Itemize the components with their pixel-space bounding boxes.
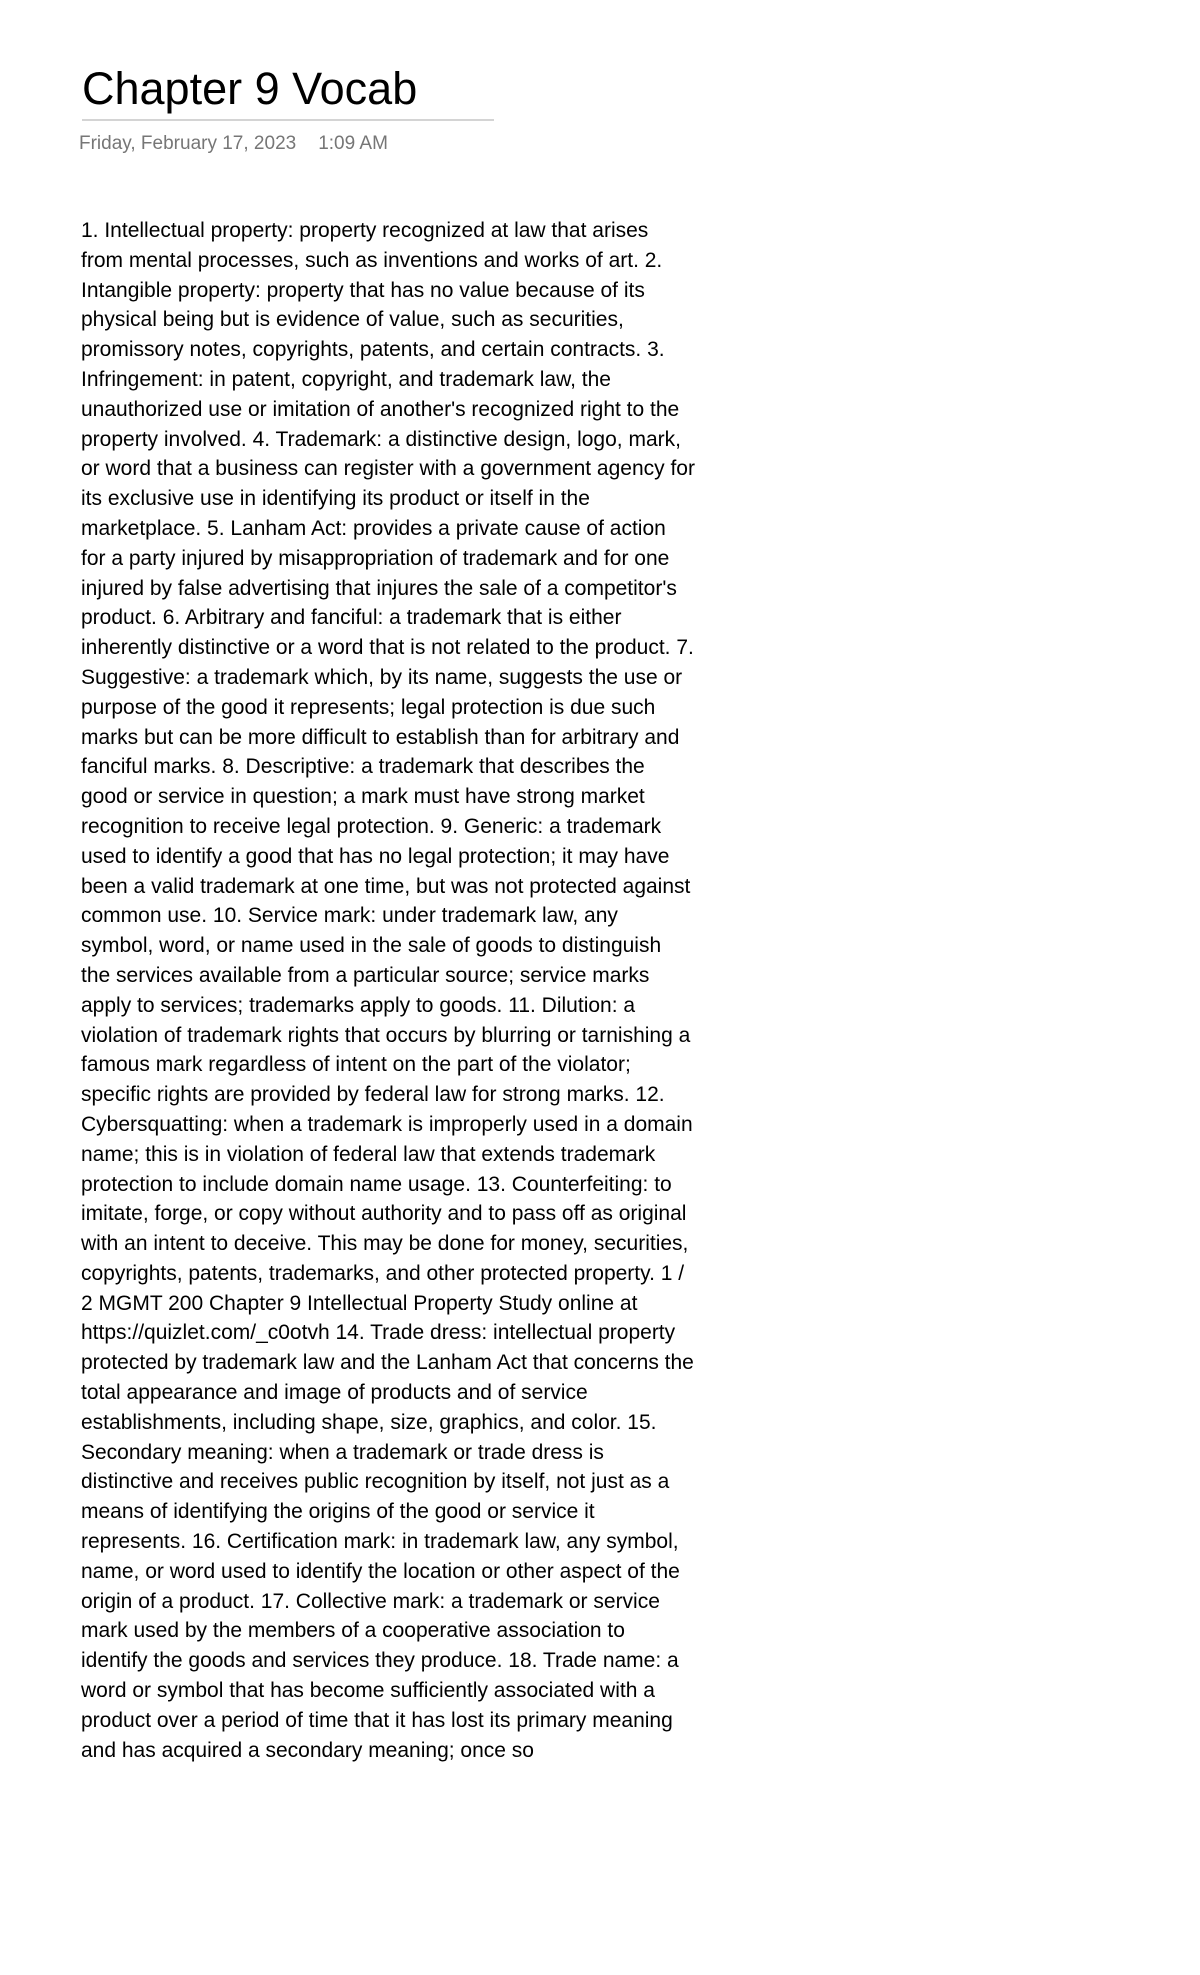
note-timestamp bbox=[79, 131, 388, 157]
page-title[interactable]: Chapter 9 Vocab bbox=[82, 63, 418, 114]
note-body[interactable]: 1. Intellectual property: property recognized at law that arises from mental processes, such as inventions and works of art. 2. Intangible property: property that has no value because of its physical being but is evidence of value, such as securities, promissory notes, copyrights, patents, and certain contracts. 3. Infringement: in patent, copyright, and trademark law, the unauthorized use or imitation of another's recognized right to the property involved. 4. Trademark: a distinctive design, logo, mark, or word that a business can register with a government agency for its exclusive use in identifying its product or itself in the marketplace. 5. Lanham Act: provides a private cause of action for a party injured by misappropriation of trademark and for one injured by false advertising that injures the sale of a competitor's product. 6. Arbitrary and fanciful: a trademark that is either inherently distinctive or a word that is not related to the product. 7. Suggestive: a trademark which, by its name, suggests the use or purpose of the good it represents; legal protection is due such marks but can be more difficult to establish than for arbitrary and fanciful marks. 8. Descriptive: a trademark that describes the good or service in question; a mark must have strong market recognition to receive legal protection. 9. Generic: a trademark used to identify a good that has no legal protection; it may have been a valid trademark at one time, but was not protected against common use. 10. Service mark: under trademark law, any symbol, word, or name used in the sale of goods to distinguish the services available from a particular source; service marks apply to services; trademarks apply to goods. 11. Dilution: a violation of trademark rights that occurs by blurring or tarnishing a famous mark regardless of intent on the part of the violator; specific rights are provided by federal law for strong marks. 12. Cybersquatting: when a trademark is improperly used in a domain name; this is in violation of federal law that extends trademark protection to include domain name usage. 13. Counterfeiting: to imitate, forge, or copy without authority and to pass off as original with an intent to deceive. This may be done for money, securities, copyrights, patents, trademarks, and other protected property. 1 / 2 MGMT 200 Chapter 9 Intellectual Property Study online at https://quizlet.com/_c0otvh 14. Trade dress: intellectual property protected by trademark law and the Lanham Act that concerns the total appearance and image of products and of service establishments, including shape, size, graphics, and color. 15. Secondary meaning: when a trademark or trade dress is distinctive and receives public recognition by itself, not just as a means of identifying the origins of the good or service it represents. 16. Certification mark: in trademark law, any symbol, name, or word used to identify the location or other aspect of the origin of a product. 17. Collective mark: a trademark or service mark used by the members of a cooperative association to identify the goods and services they produce. 18. Trade name: a word or symbol that has become sufficiently associated with a product over a period of time that it has lost its primary meaning and has acquired a secondary meaning; once so bbox=[81, 219, 695, 1762]
note-date: Friday, February 17, 2023 bbox=[79, 133, 297, 154]
title-container bbox=[82, 60, 494, 121]
note-time: 1:09 AM bbox=[318, 133, 388, 154]
